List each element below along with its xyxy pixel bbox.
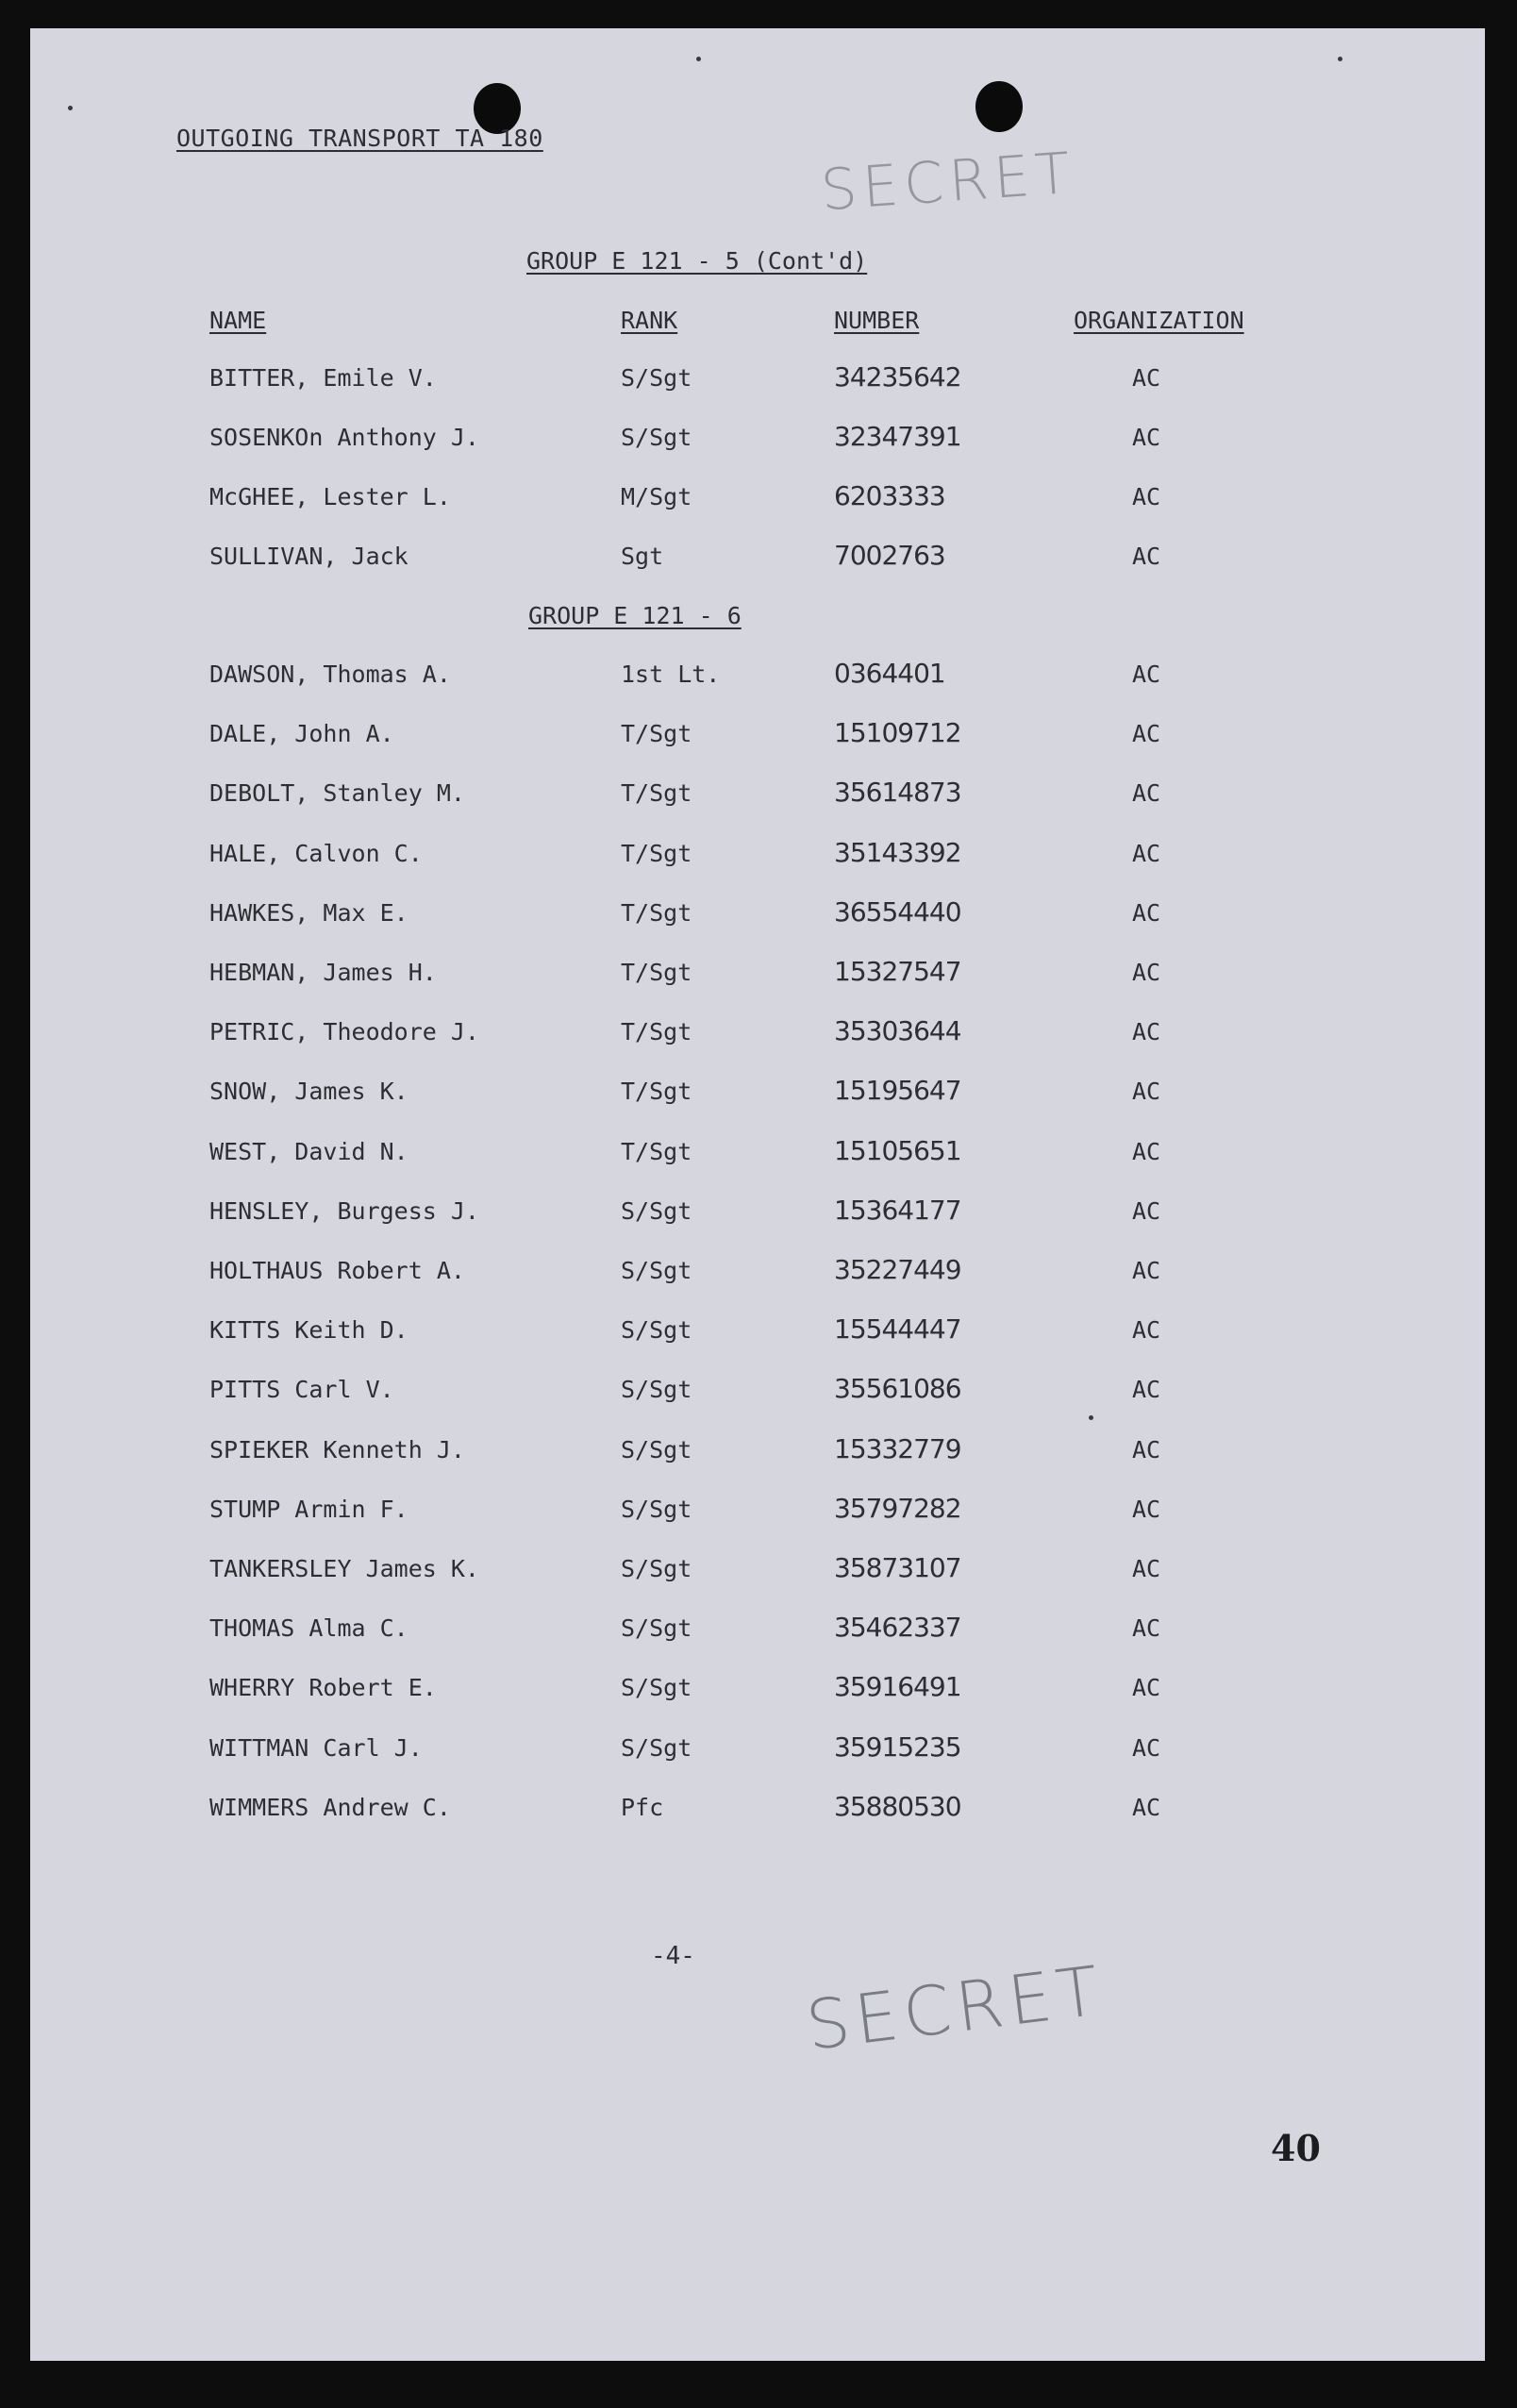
service-number: 34235642 <box>834 361 961 393</box>
column-header-number: NUMBER <box>834 307 920 334</box>
rank: S/Sgt <box>621 424 692 451</box>
service-number: 35143392 <box>834 836 961 868</box>
service-number: 15332779 <box>834 1432 961 1464</box>
person-name: WHERRY Robert E. <box>209 1674 437 1702</box>
person-name: PITTS Carl V. <box>209 1376 394 1404</box>
rank: M/Sgt <box>621 483 692 510</box>
organization: AC <box>1132 1376 1161 1404</box>
rank: S/Sgt <box>621 1555 692 1582</box>
organization: AC <box>1132 898 1161 927</box>
rank: S/Sgt <box>621 1257 692 1284</box>
rank: Pfc <box>621 1793 664 1821</box>
service-number: 35916491 <box>834 1671 961 1703</box>
organization: AC <box>1132 1495 1161 1523</box>
table-row <box>30 421 1485 461</box>
rank: T/Sgt <box>621 779 692 808</box>
table-row <box>30 1731 1485 1772</box>
person-name: HAWKES, Max E. <box>209 898 408 927</box>
secret-stamp-bottom: SECRET <box>802 1949 1109 2066</box>
service-number: 35614873 <box>834 777 961 809</box>
secret-stamp-top: SECRET <box>818 140 1078 225</box>
table-row <box>30 956 1485 996</box>
table-row <box>30 1134 1485 1176</box>
organization: AC <box>1132 1137 1161 1165</box>
person-name: HEBMAN, James H. <box>209 959 437 986</box>
table-row <box>30 1432 1485 1474</box>
organization: AC <box>1132 543 1161 570</box>
table-row <box>30 1373 1485 1413</box>
rank: S/Sgt <box>621 1376 692 1404</box>
person-name: HOLTHAUS Robert A. <box>209 1257 465 1284</box>
table-row <box>30 1614 1485 1652</box>
service-number: 15195647 <box>834 1075 961 1107</box>
organization: AC <box>1132 1555 1161 1582</box>
service-number: 15364177 <box>834 1194 961 1226</box>
organization: AC <box>1132 1316 1161 1345</box>
rank: 1st Lt. <box>621 661 721 688</box>
rank: T/Sgt <box>621 898 692 927</box>
service-number: 36554440 <box>834 895 961 928</box>
person-name: SOSENKOn Anthony J. <box>209 424 479 451</box>
organization: AC <box>1132 779 1161 808</box>
rank: S/Sgt <box>621 1614 692 1643</box>
rank: S/Sgt <box>621 364 692 392</box>
rank: S/Sgt <box>621 1674 692 1702</box>
rank: S/Sgt <box>621 1196 692 1225</box>
rank: T/Sgt <box>621 959 692 986</box>
service-number: 35561086 <box>834 1373 961 1405</box>
table-row <box>30 1492 1485 1533</box>
person-name: SNOW, James K. <box>209 1078 408 1106</box>
person-name: HENSLEY, Burgess J. <box>209 1196 479 1225</box>
rank: S/Sgt <box>621 1316 692 1345</box>
organization: AC <box>1132 1435 1161 1463</box>
organization: AC <box>1132 661 1161 688</box>
service-number: 0364401 <box>834 658 945 689</box>
organization: AC <box>1132 1257 1161 1284</box>
person-name: WEST, David N. <box>209 1137 408 1165</box>
service-number: 35880530 <box>834 1790 961 1822</box>
table-row <box>30 836 1485 878</box>
service-number: 7002763 <box>834 540 945 571</box>
column-header-name: NAME <box>209 307 267 334</box>
table-row <box>30 1075 1485 1115</box>
service-number: 15105651 <box>834 1134 961 1166</box>
speck <box>1089 1415 1093 1420</box>
rank: T/Sgt <box>621 839 692 867</box>
service-number: 15544447 <box>834 1313 961 1346</box>
service-number: 15327547 <box>834 956 961 987</box>
speck <box>696 57 701 61</box>
table-row <box>30 1671 1485 1712</box>
table-row <box>30 361 1485 402</box>
person-name: SPIEKER Kenneth J. <box>209 1435 465 1463</box>
organization: AC <box>1132 1078 1161 1106</box>
organization: AC <box>1132 364 1161 392</box>
organization: AC <box>1132 959 1161 986</box>
person-name: DALE, John A. <box>209 720 394 748</box>
organization: AC <box>1132 720 1161 748</box>
table-row <box>30 1790 1485 1831</box>
person-name: SULLIVAN, Jack <box>209 543 408 570</box>
punch-hole <box>975 81 1023 132</box>
rank: S/Sgt <box>621 1733 692 1762</box>
table-row <box>30 1313 1485 1354</box>
rank: T/Sgt <box>621 1018 692 1046</box>
organization: AC <box>1132 1733 1161 1762</box>
group-heading: GROUP E 121 - 5 (Cont'd) <box>526 247 868 275</box>
rank: Sgt <box>621 543 664 570</box>
organization: AC <box>1132 1018 1161 1046</box>
group-heading: GROUP E 121 - 6 <box>528 602 742 629</box>
organization: AC <box>1132 839 1161 867</box>
document-page <box>30 28 1485 2361</box>
rank: T/Sgt <box>621 1137 692 1165</box>
person-name: WIMMERS Andrew C. <box>209 1793 451 1821</box>
person-name: DEBOLT, Stanley M. <box>209 779 465 808</box>
table-row <box>30 1552 1485 1593</box>
service-number: 35797282 <box>834 1492 961 1524</box>
rank: S/Sgt <box>621 1495 692 1523</box>
person-name: WITTMAN Carl J. <box>209 1733 423 1762</box>
speck <box>68 106 73 110</box>
sheet-number: 40 <box>1271 2127 1321 2169</box>
table-row <box>30 540 1485 580</box>
person-name: HALE, Calvon C. <box>209 839 423 867</box>
page-number: -4- <box>651 1942 695 1970</box>
organization: AC <box>1132 1793 1161 1821</box>
person-name: DAWSON, Thomas A. <box>209 661 451 688</box>
person-name: STUMP Armin F. <box>209 1495 408 1523</box>
service-number: 35227449 <box>834 1254 961 1285</box>
table-row <box>30 779 1485 817</box>
speck <box>1338 57 1342 61</box>
rank: T/Sgt <box>621 720 692 748</box>
service-number: 6203333 <box>834 480 945 511</box>
column-header-rank: RANK <box>621 307 678 334</box>
organization: AC <box>1132 483 1161 510</box>
service-number: 35462337 <box>834 1612 961 1644</box>
table-row <box>30 1015 1485 1056</box>
service-number: 15109712 <box>834 717 961 749</box>
rank: T/Sgt <box>621 1078 692 1106</box>
table-row <box>30 1194 1485 1235</box>
table-row <box>30 658 1485 698</box>
person-name: THOMAS Alma C. <box>209 1614 408 1643</box>
rank: S/Sgt <box>621 1435 692 1463</box>
document-title: OUTGOING TRANSPORT TA 180 <box>176 125 543 152</box>
person-name: McGHEE, Lester L. <box>209 483 451 510</box>
table-row <box>30 717 1485 758</box>
table-row <box>30 1254 1485 1295</box>
column-header-organization: ORGANIZATION <box>1074 307 1244 334</box>
person-name: BITTER, Emile V. <box>209 364 437 392</box>
organization: AC <box>1132 1614 1161 1643</box>
organization: AC <box>1132 1674 1161 1702</box>
person-name: PETRIC, Theodore J. <box>209 1018 479 1046</box>
service-number: 35873107 <box>834 1552 961 1583</box>
service-number: 35303644 <box>834 1015 961 1047</box>
service-number: 32347391 <box>834 421 961 452</box>
service-number: 35915235 <box>834 1731 961 1763</box>
table-row <box>30 480 1485 521</box>
person-name: KITTS Keith D. <box>209 1316 408 1345</box>
person-name: TANKERSLEY James K. <box>209 1555 479 1582</box>
table-row <box>30 895 1485 937</box>
organization: AC <box>1132 1196 1161 1225</box>
organization: AC <box>1132 424 1161 451</box>
